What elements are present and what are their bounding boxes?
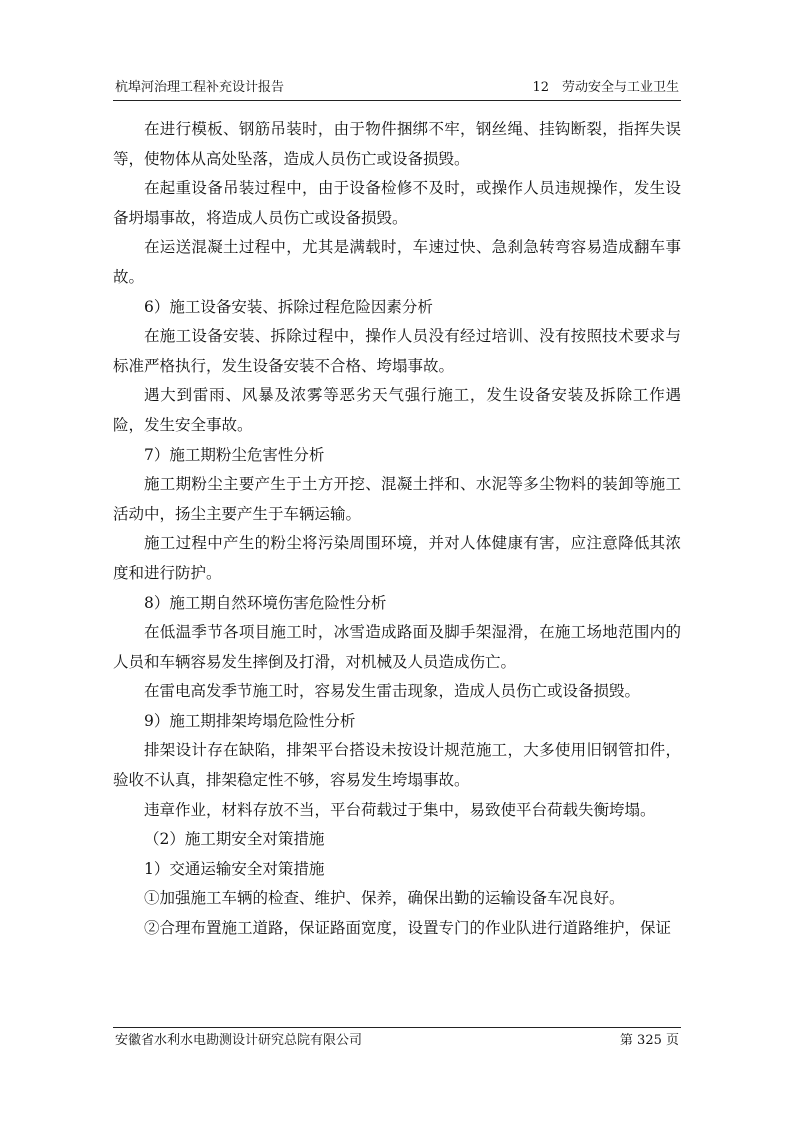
header-report-title: 杭埠河治理工程补充设计报告 bbox=[115, 80, 285, 95]
paragraph: 施工期粉尘主要产生于土方开挖、混凝土拌和、水泥等多尘物料的装卸等施工活动中，扬尘主要产生于车辆运输。 bbox=[113, 475, 681, 523]
list-item: ①加强施工车辆的检查、维护、保养，确保出勤的运输设备车况良好。 bbox=[144, 889, 625, 908]
section-heading: 6）施工设备安装、拆除过程危险因素分析 bbox=[144, 297, 433, 316]
footer-organization: 安徽省水利水电勘测设计研究总院有限公司 bbox=[115, 1033, 363, 1048]
paragraph: 在进行模板、钢筋吊装时，由于物件捆绑不牢，钢丝绳、挂钩断裂，指挥失误等，使物体从高处坠落，造成人员伤亡或设备损毁。 bbox=[113, 120, 681, 168]
document-body bbox=[113, 115, 681, 944]
paragraph: 在起重设备吊装过程中，由于设备检修不及时，或操作人员违规操作，发生设备坍塌事故，将造成人员伤亡或设备损毁。 bbox=[113, 179, 681, 227]
paragraph: 遇大到雷雨、风暴及浓雾等恶劣天气强行施工，发生设备安装及拆除工作遇险，发生安全事故。 bbox=[113, 386, 681, 434]
section-heading: 1）交通运输安全对策措施 bbox=[144, 859, 325, 878]
section-heading: 9）施工期排架垮塌危险性分析 bbox=[144, 711, 356, 730]
header-chapter-title: 12 劳动安全与工业卫生 bbox=[532, 80, 679, 95]
paragraph: 排架设计存在缺陷，排架平台搭设未按设计规范施工，大多使用旧钢管扣件，验收不认真，排架稳定性不够，容易发生垮塌事故。 bbox=[113, 741, 681, 790]
section-heading: 8）施工期自然环境伤害危险性分析 bbox=[144, 593, 387, 612]
section-heading: （2）施工期安全对策措施 bbox=[144, 830, 325, 849]
paragraph: 在雷电高发季节施工时，容易发生雷击现象，造成人员伤亡或设备损毁。 bbox=[144, 682, 641, 701]
page-footer bbox=[113, 1027, 681, 1048]
paragraph: 违章作业，材料存放不当，平台荷载过于集中，易致使平台荷载失衡垮塌。 bbox=[144, 800, 656, 819]
footer-page-number: 第 325 页 bbox=[619, 1033, 679, 1048]
paragraph: 施工过程中产生的粉尘将污染周围环境，并对人体健康有害，应注意降低其浓度和进行防护。 bbox=[113, 534, 681, 582]
page-header bbox=[113, 78, 681, 101]
section-heading: 7）施工期粉尘危害性分析 bbox=[144, 445, 325, 464]
paragraph: 在运送混凝土过程中，尤其是满载时，车速过快、急刹急转弯容易造成翻车事故。 bbox=[113, 238, 681, 286]
paragraph: 在施工设备安装、拆除过程中，操作人员没有经过培训、没有按照技术要求与标准严格执行，发生设备安装不合格、垮塌事故。 bbox=[113, 327, 681, 375]
list-item: ②合理布置施工道路，保证路面宽度，设置专门的作业队进行道路维护，保证 bbox=[144, 919, 672, 938]
paragraph: 在低温季节各项目施工时，冰雪造成路面及脚手架湿滑，在施工场地范围内的人员和车辆容易发生摔倒及打滑，对机械及人员造成伤亡。 bbox=[113, 623, 681, 671]
